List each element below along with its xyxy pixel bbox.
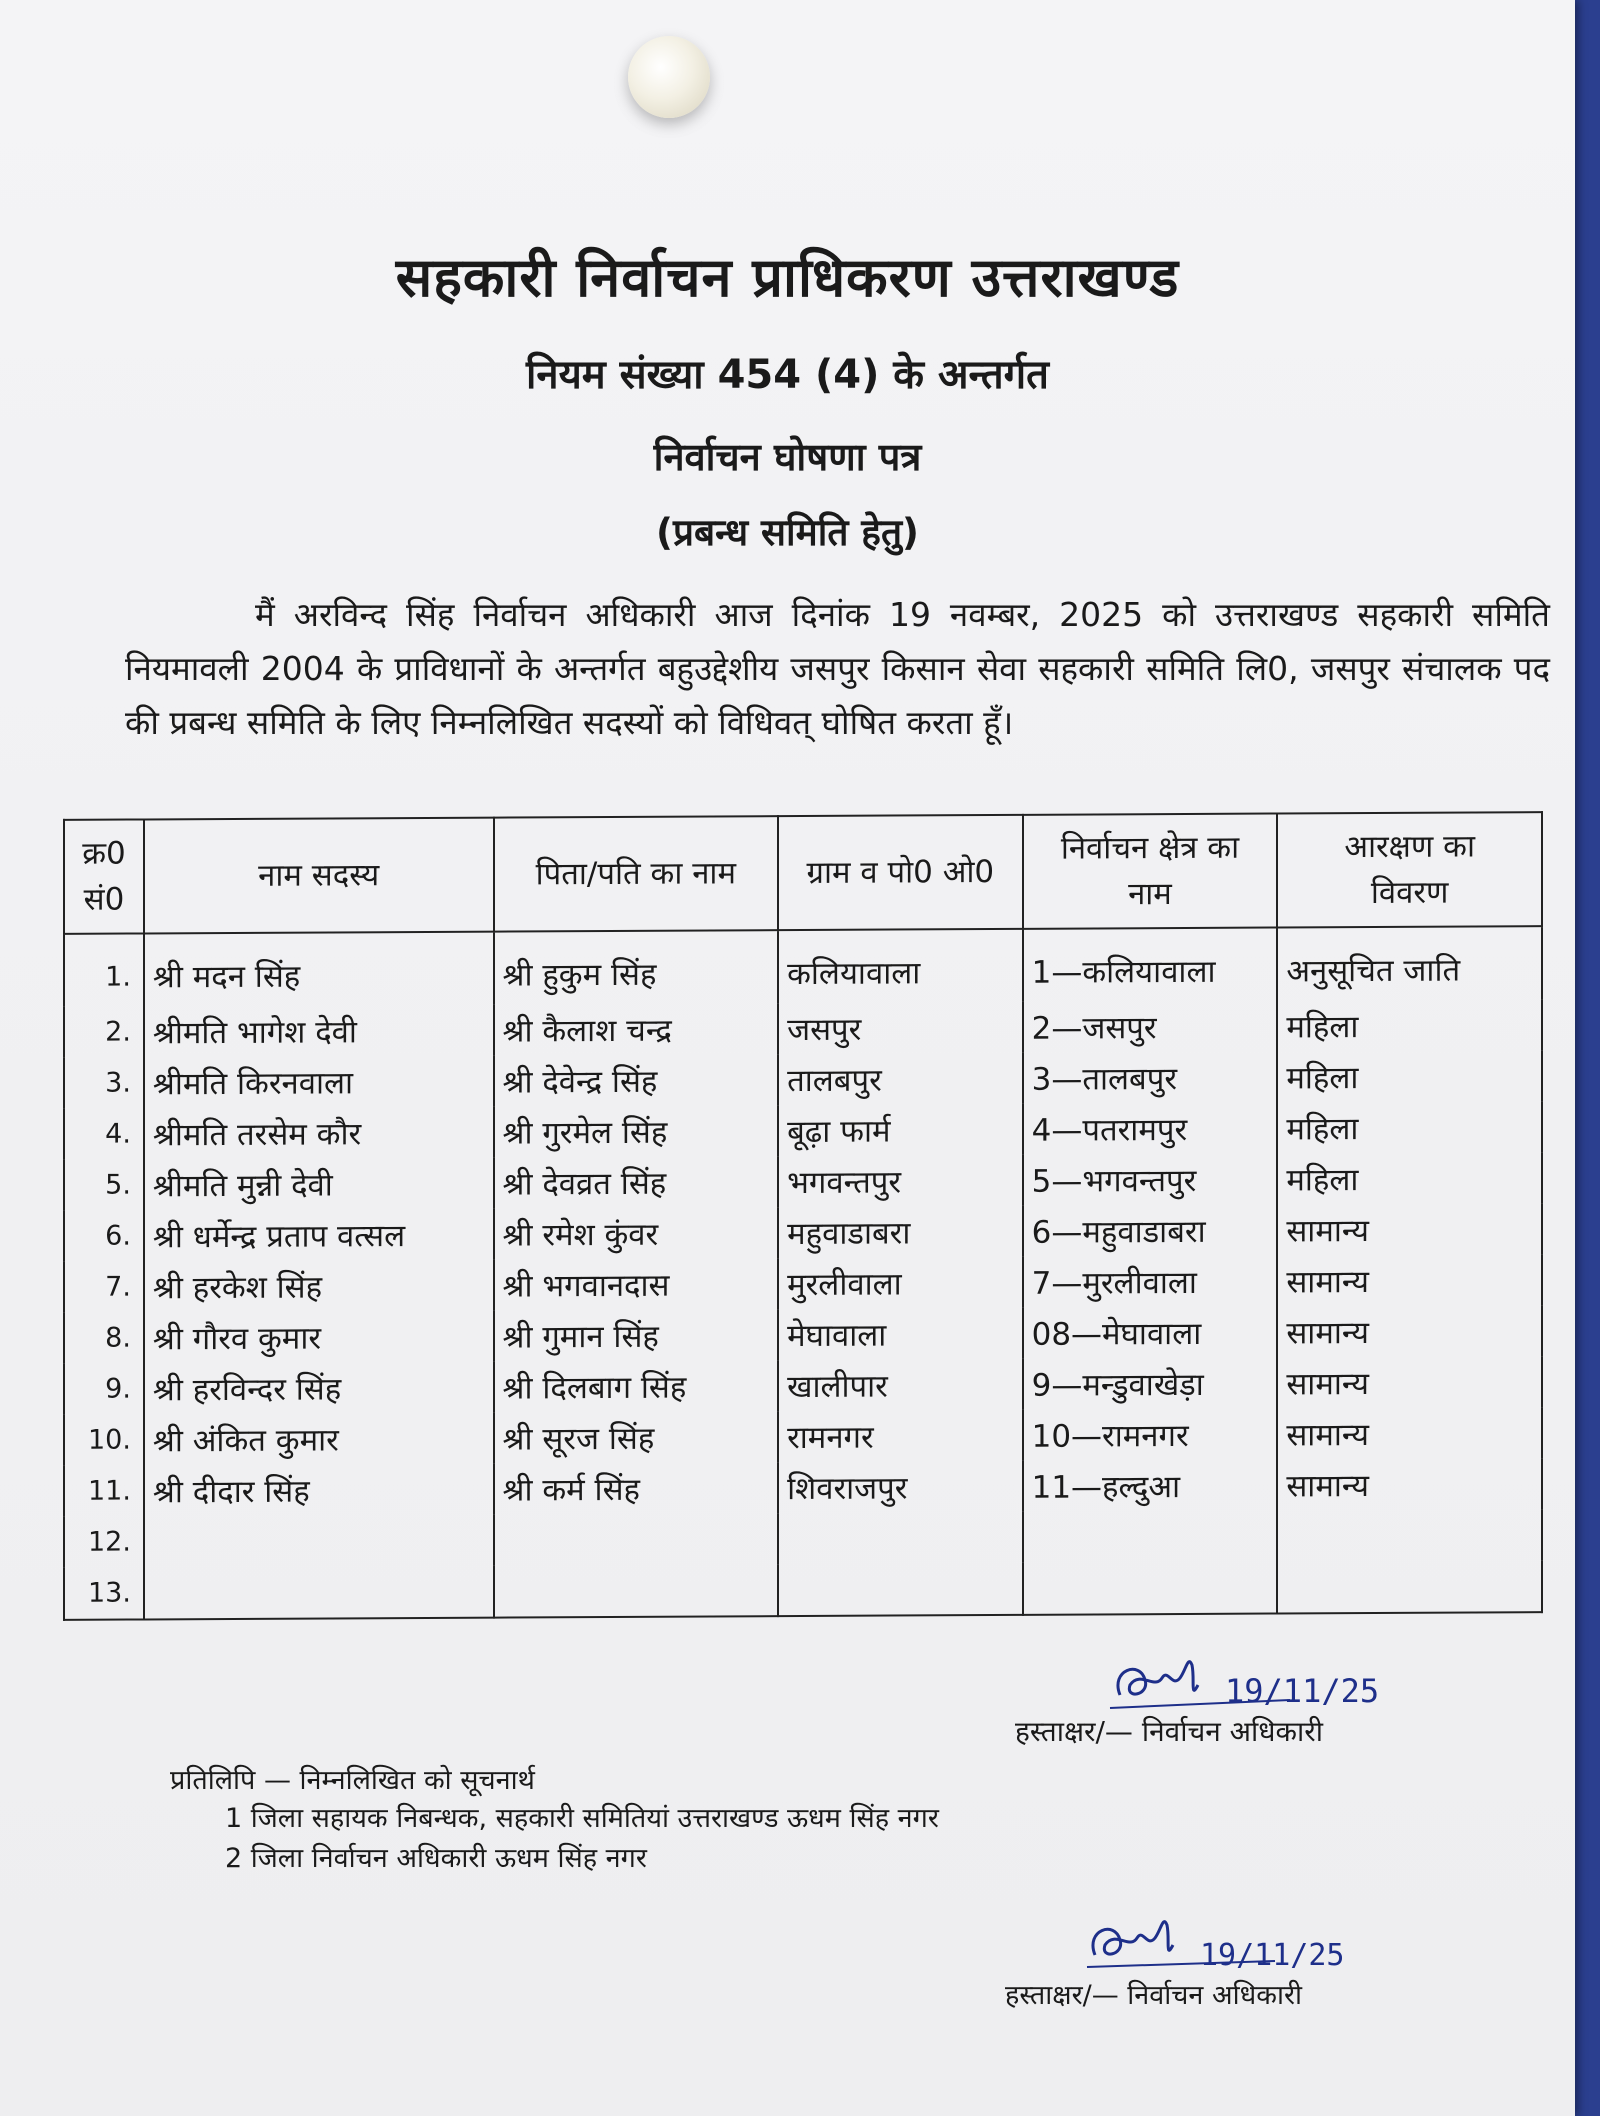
signature-2-label: हस्ताक्षर/— निर्वाचन अधिकारी: [1005, 1980, 1302, 2011]
cell-father: श्री दिलबाग सिंह: [494, 1360, 779, 1412]
header-constituency-line1: निर्वाचन क्षेत्र का: [1060, 829, 1240, 867]
copy-to-item: 2 जिला निर्वाचन अधिकारी ऊधम सिंह नगर: [225, 1843, 647, 1874]
cell-reservation: सामान्य: [1277, 1356, 1542, 1408]
cell-name: श्रीमति किरनवाला: [144, 1056, 494, 1109]
notice-subheading: (प्रबन्ध समिति हेतु): [656, 511, 919, 554]
header-serial: [64, 819, 144, 933]
cell-constituency: [1023, 1562, 1278, 1615]
cell-father: श्री देवेन्द्र सिंह: [494, 1054, 779, 1106]
cell-reservation: महिला: [1277, 1152, 1542, 1204]
header-constituency: [1023, 814, 1278, 929]
cell-constituency: 11—हल्दुआ: [1023, 1460, 1278, 1512]
header-reservation-line1: आरक्षण का: [1344, 828, 1476, 866]
cell-father: श्री कैलाश चन्द्र: [494, 1003, 779, 1055]
copy-to-item: 1 जिला सहायक निबन्धक, सहकारी समितियां उत्तराखण्ड ऊधम सिंह नगर: [225, 1803, 939, 1834]
pushpin: [628, 36, 710, 118]
cell-name: श्री धर्मेन्द्र प्रताप वत्सल: [144, 1209, 494, 1262]
header-name: नाम सदस्य: [144, 818, 494, 934]
table-row: [64, 1458, 1542, 1517]
cell-reservation: अनुसूचित जाति: [1277, 926, 1542, 1000]
cell-reservation: सामान्य: [1277, 1458, 1542, 1510]
cell-reservation: सामान्य: [1277, 1407, 1542, 1459]
cell-reservation: [1277, 1509, 1542, 1561]
cell-name: श्री गौरव कुमार: [144, 1311, 494, 1364]
cell-father: श्री रमेश कुंवर: [494, 1207, 779, 1259]
cell-village: खालीपार: [778, 1359, 1023, 1411]
cell-father: श्री कर्म सिंह: [494, 1462, 779, 1514]
cell-village: तालबपुर: [778, 1053, 1023, 1105]
declaration-paragraph: मैं अरविन्द सिंह निर्वाचन अधिकारी आज दिनांक 19 नवम्बर, 2025 को उत्तराखण्ड सहकारी समिति नियमावली 2004 के प्राविधानों के अन्तर्गत बहुउद्देशीय जसपुर किसान सेवा सहकारी समिति लि0, जसपुर संचालक पद की प्रबन्ध समिति के लिए निम्नलिखित सदस्यों को विधिवत् घोषित करता हूँ।: [125, 595, 1550, 742]
header-constituency-line2: नाम: [1128, 876, 1172, 913]
cell-serial: 8.: [64, 1312, 144, 1363]
signature-2-date: 19/11/25: [1200, 1938, 1345, 1973]
cell-constituency: 4—पतरामपुर: [1023, 1103, 1278, 1155]
cell-reservation: सामान्य: [1277, 1203, 1542, 1255]
cell-serial: 2.: [64, 1006, 144, 1057]
header-village: ग्राम व पो0 ओ0: [778, 815, 1023, 930]
cell-reservation: महिला: [1277, 1050, 1542, 1102]
cell-reservation: महिला: [1277, 999, 1542, 1051]
cell-father: श्री हुकुम सिंह: [494, 930, 779, 1004]
cell-village: महुवाडाबरा: [778, 1206, 1023, 1258]
signature-1-label: हस्ताक्षर/— निर्वाचन अधिकारी: [1015, 1715, 1323, 1748]
cell-serial: 1.: [64, 933, 144, 1006]
cell-village: रामनगर: [778, 1410, 1023, 1462]
cell-name: [144, 1566, 494, 1620]
cell-reservation: महिला: [1277, 1101, 1542, 1153]
cell-constituency: 6—महुवाडाबरा: [1023, 1205, 1278, 1257]
header-reservation: [1277, 812, 1542, 927]
cell-reservation: सामान्य: [1277, 1305, 1542, 1357]
rule-reference: नियम संख्या 454 (4) के अन्तर्गत: [526, 352, 1049, 398]
cell-father: श्री गुरमेल सिंह: [494, 1105, 779, 1157]
cell-serial: 6.: [64, 1210, 144, 1261]
cell-father: श्री देवव्रत सिंह: [494, 1156, 779, 1208]
cell-name: श्री हरकेश सिंह: [144, 1260, 494, 1313]
table-row: [64, 1254, 1542, 1313]
cell-village: मुरलीवाला: [778, 1257, 1023, 1309]
cell-name: [144, 1515, 494, 1568]
cell-father: [494, 1513, 779, 1565]
signature-1-date: 19/11/25: [1225, 1672, 1380, 1710]
document-title: सहकारी निर्वाचन प्राधिकरण उत्तराखण्ड: [395, 246, 1180, 309]
table-row: [64, 1050, 1542, 1109]
cell-name: श्री हरविन्दर सिंह: [144, 1362, 494, 1415]
cell-village: कलियावाला: [778, 929, 1023, 1003]
header-serial-line2: सं0: [83, 881, 125, 918]
cell-village: [778, 1512, 1023, 1564]
cell-village: भगवन्तपुर: [778, 1155, 1023, 1207]
members-table: [63, 811, 1543, 1621]
notice-heading: निर्वाचन घोषणा पत्र: [653, 435, 922, 479]
cell-father: [494, 1564, 779, 1617]
cell-constituency: 1—कलियावाला: [1023, 928, 1278, 1002]
header-reservation-line2: विवरण: [1370, 874, 1449, 912]
cell-village: बूढ़ा फार्म: [778, 1104, 1023, 1156]
table-row: [64, 1152, 1542, 1211]
cell-constituency: 3—तालबपुर: [1023, 1052, 1278, 1104]
table-header-row: [64, 812, 1542, 934]
cell-father: श्री गुमान सिंह: [494, 1309, 779, 1361]
cell-father: श्री भगवानदास: [494, 1258, 779, 1310]
cell-constituency: [1023, 1511, 1278, 1563]
cell-name: श्रीमति भागेश देवी: [144, 1005, 494, 1058]
cell-village: शिवराजपुर: [778, 1461, 1023, 1513]
cell-reservation: [1277, 1560, 1542, 1613]
cell-serial: 5.: [64, 1159, 144, 1210]
table-row: [64, 1407, 1542, 1466]
header-serial-line1: क्र0: [82, 835, 126, 872]
cell-serial: 11.: [64, 1465, 144, 1516]
cell-serial: 3.: [64, 1057, 144, 1108]
table-row: [64, 1560, 1542, 1620]
table-row: [64, 999, 1542, 1058]
cell-constituency: 5—भगवन्तपुर: [1023, 1154, 1278, 1206]
cell-name: श्री अंकित कुमार: [144, 1413, 494, 1466]
copy-to-label: प्रतिलिपि — निम्नलिखित को सूचनार्थ: [170, 1765, 535, 1796]
table-row: [64, 1203, 1542, 1262]
cell-reservation: सामान्य: [1277, 1254, 1542, 1306]
cell-constituency: 10—रामनगर: [1023, 1409, 1278, 1461]
table-row: [64, 1305, 1542, 1364]
cell-serial: 7.: [64, 1261, 144, 1312]
cell-village: मेघावाला: [778, 1308, 1023, 1360]
cell-serial: 12.: [64, 1516, 144, 1567]
table-row: [64, 926, 1542, 1007]
cell-father: श्री सूरज सिंह: [494, 1411, 779, 1463]
cell-name: श्री मदन सिंह: [144, 932, 494, 1007]
table-row: [64, 1356, 1542, 1415]
cell-serial: 9.: [64, 1363, 144, 1414]
cell-name: श्री दीदार सिंह: [144, 1464, 494, 1517]
cell-name: श्रीमति तरसेम कौर: [144, 1107, 494, 1160]
cell-village: [778, 1563, 1023, 1616]
header-father: पिता/पति का नाम: [494, 816, 779, 931]
cell-name: श्रीमति मुन्नी देवी: [144, 1158, 494, 1211]
cell-serial: 10.: [64, 1414, 144, 1465]
table-row: [64, 1509, 1542, 1568]
cell-constituency: 2—जसपुर: [1023, 1001, 1278, 1053]
cell-constituency: 08—मेघावाला: [1023, 1307, 1278, 1359]
cell-village: जसपुर: [778, 1002, 1023, 1054]
table-row: [64, 1101, 1542, 1160]
cell-constituency: 9—मन्डुवाखेड़ा: [1023, 1358, 1278, 1410]
cell-serial: 4.: [64, 1108, 144, 1159]
cell-serial: 13.: [64, 1567, 144, 1619]
cell-constituency: 7—मुरलीवाला: [1023, 1256, 1278, 1308]
